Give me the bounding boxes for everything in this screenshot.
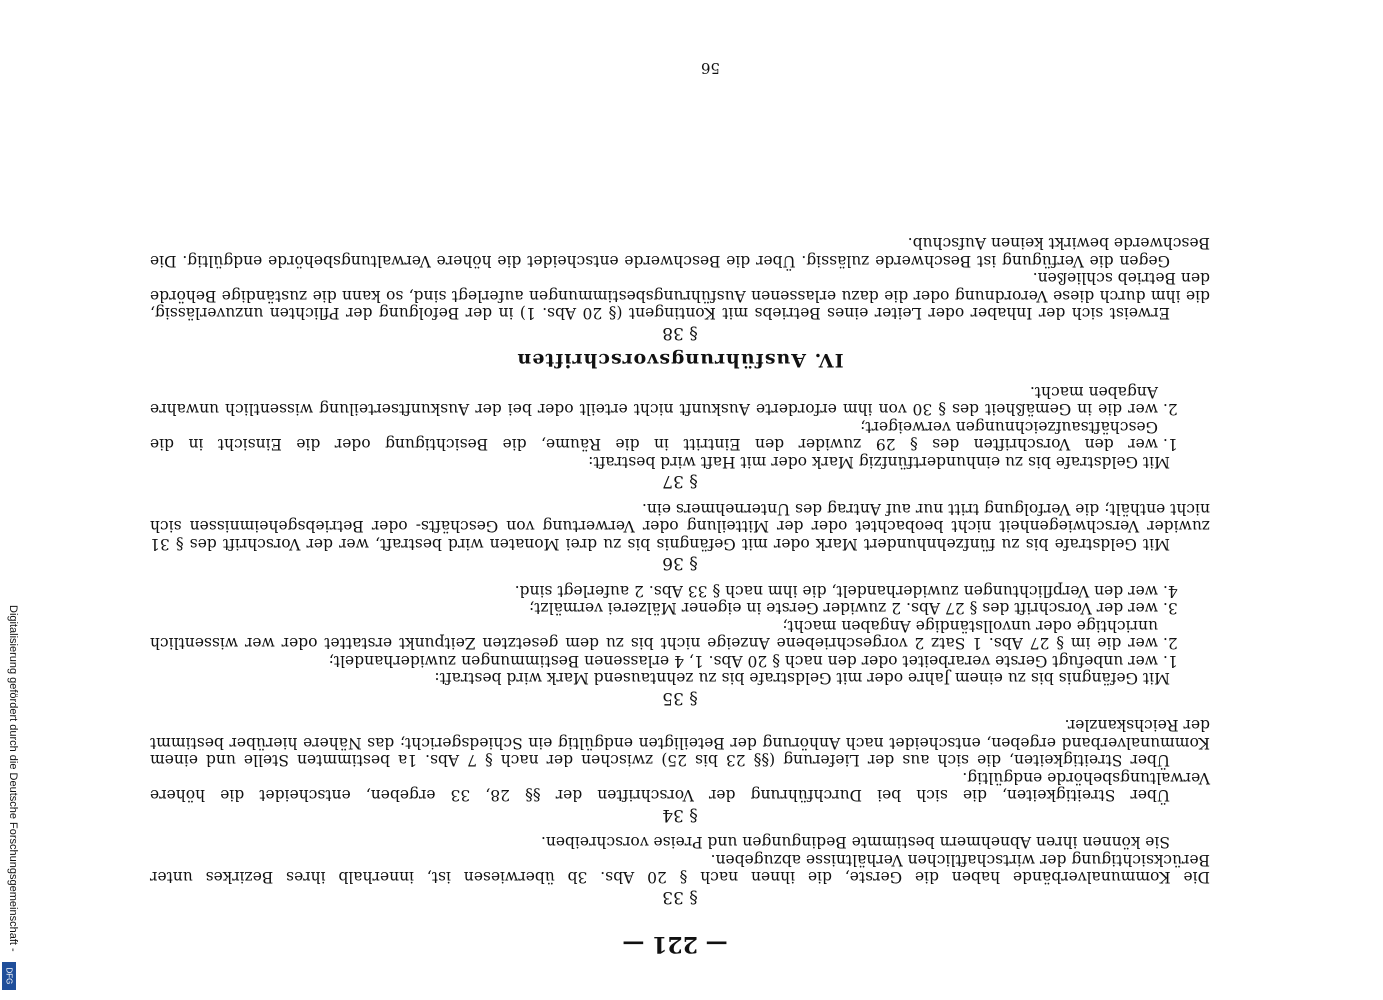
section-35-item-4: 4. wer den Verpflichtungen zuwiderhandelt, die ihm nach § 33 Abs. 2 auferlegt sind. <box>150 582 1158 600</box>
section-33-paragraph-2: Sie können ihren Abnehmern bestimmte Bedingungen und Preise vorschreiben. <box>540 833 1170 852</box>
section-35-item-1: 1. wer unbefugt Gerste verarbeitet oder den nach § 20 Abs. 1, 4 erlassenen Bestimmungen zuwiderhandelt; <box>150 652 1158 670</box>
section-35-intro: Mit Gefängnis bis zu einem Jahre oder mit Geldstrafe bis zu zehntausend Mark wird bestraft: <box>434 669 1170 688</box>
section-33-paragraph-1: Die Kommunalverbände haben die Gerste, die ihnen nach § 20 Abs. 3b überwiesen ist, innerhalb ihres Bezirkes unter Berücksichtigung der wirtschaftlichen Verhältnisse abzugeben. <box>150 851 1210 887</box>
document-body <box>150 234 1210 915</box>
section-37-heading: § 37 <box>662 471 698 492</box>
section-38-paragraph-2: Gegen die Verfügung ist Beschwerde zulässig. Über die Beschwerde entscheidet die höhere Verwaltungsbehörde endgültig. Die Beschwerde bewirkt keinen Aufschub. <box>150 234 1210 270</box>
section-35-item-3: 3. wer der Vorschrift des § 27 Abs. 2 zuwider Gerste in eigener Mälzerei vermälzt; <box>150 599 1158 617</box>
section-33-heading: § 33 <box>662 887 698 907</box>
side-credit-text: Digitalisierung gefördert durch die Deutsche Forschungsgemeinschaft - <box>7 605 19 952</box>
dfg-logo-text: DFG <box>4 967 14 985</box>
section-35-heading: § 35 <box>662 688 698 708</box>
side-credit-strip <box>4 605 20 995</box>
dfg-logo-badge <box>2 962 16 990</box>
page-number: — 221 — <box>622 931 728 957</box>
section-38-paragraph-1: Erweist sich der Inhaber oder Leiter eines Betriebs mit Kontingent (§ 20 Abs. 1) in der Befolgung der Pflichten unzuverlässig, die ihm durch diese Verordnung oder die dazu erlassenen Ausführungsbestimmungen auferlegt sind, so kann die zuständige Behörde den Betrieb schließen. <box>150 269 1210 323</box>
section-36-heading: § 36 <box>662 553 698 574</box>
section-34-paragraph-1: Über Streitigkeiten, die sich bei Durchführung der Vorschriften der §§ 28, 33 ergeben, entscheidet die höhere Verwaltungsbehörde endgültig. <box>150 769 1210 805</box>
section-37-item-1: 1. wer den Vorschriften des § 29 zuwider den Eintritt in die Räume, die Besichtigung oder die Einsicht in die Geschäftsaufzeichnungen verweigert; <box>150 418 1158 453</box>
section-37-list <box>150 383 1210 453</box>
rotated-document-page <box>110 22 1240 957</box>
section-34-paragraph-2: Über Streitigkeiten, die sich aus der Lieferung (§§ 23 bis 25) zwischen der nach § 7 Abs. 1a bestimmten Stelle und einem Kommunalverband ergeben, entscheidet nach Anhörung der Beteiligten endgültig ein Schiedsgericht; das Nähere hierüber bestimmt der Reichskanzler. <box>150 716 1210 770</box>
section-35-list <box>150 582 1210 670</box>
section-36-paragraph-1: Mit Geldstrafe bis zu fünfzehnhundert Mark oder mit Gefängnis bis zu drei Monaten wird bestraft, wer der Vorschrift des § 31 zuwider Verschwiegenheit nicht beobachtet oder der Mitteilung oder Verwertung von Geschäfts- oder Betriebsgeheimnissen sich nicht enthält; die Verfolgung tritt nur auf Antrag des Unternehmers ein. <box>150 500 1210 553</box>
section-34-heading: § 34 <box>662 805 698 825</box>
section-38-heading: § 38 <box>662 323 698 343</box>
signature-number: 56 <box>700 59 720 77</box>
section-37-item-2: 2. wer die in Gemäßheit des § 30 von ihm erforderte Auskunft nicht erteilt oder bei der Auskunftserteilung wissentlich unwahre Angaben macht. <box>150 383 1158 418</box>
part-iv-heading: IV. Ausführungsvorschriften <box>516 349 844 372</box>
section-37-intro: Mit Geldstrafe bis zu einhundertfünfzig Mark oder mit Haft wird bestraft: <box>588 453 1170 471</box>
section-35-item-2: 2. wer die im § 27 Abs. 1 Satz 2 vorgeschriebene Anzeige nicht bis zu dem gesetzten Zeitpunkt erstattet oder wer wissentlich unrichtige oder unvollständige Angaben macht; <box>150 617 1158 652</box>
